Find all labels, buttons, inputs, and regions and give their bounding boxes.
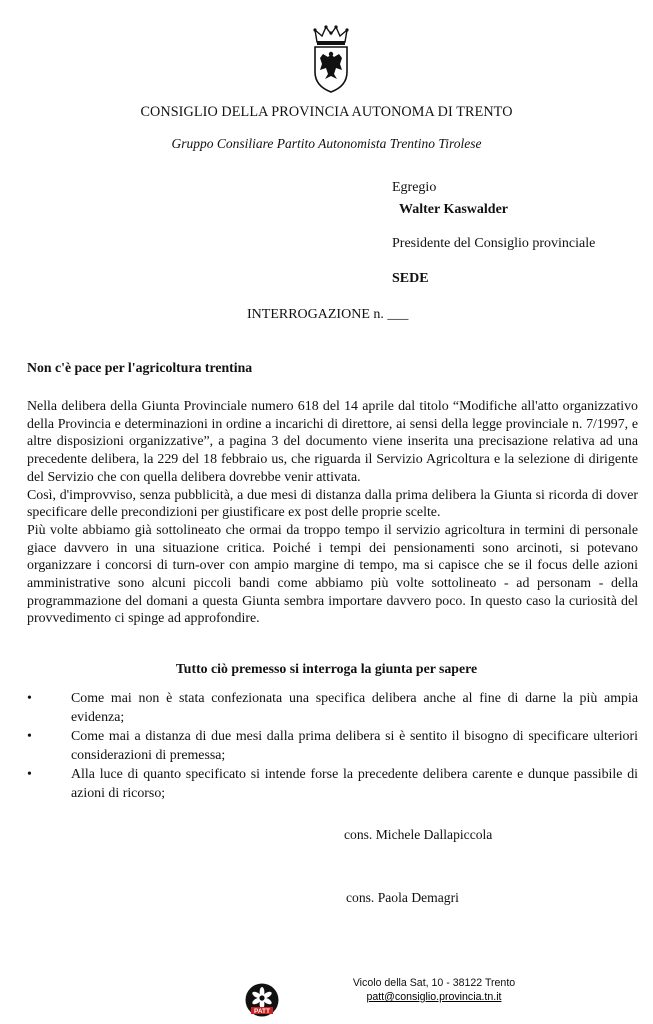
logo-text: PATT bbox=[253, 1008, 271, 1015]
question-item bbox=[27, 766, 638, 803]
footer-email-link[interactable]: patt@consiglio.provincia.tn.it bbox=[366, 991, 502, 1003]
eagle-crest-icon bbox=[311, 24, 351, 94]
council-title: CONSIGLIO DELLA PROVINCIA AUTONOMA DI TRENTO bbox=[140, 104, 513, 120]
recipient-location: SEDE bbox=[392, 271, 429, 286]
footer-address: Vicolo della Sat, 10 - 38122 Trento bbox=[352, 977, 516, 989]
question-text: Come mai non è stata confezionata una specifica delibera anche al fine di darne la più ampia evidenza; bbox=[71, 691, 638, 725]
request-heading: Tutto ciò premesso si interroga la giunta per sapere bbox=[175, 661, 478, 676]
signature-demagri: cons. Paola Demagri bbox=[346, 890, 459, 905]
interrogation-number: INTERROGAZIONE n. ___ bbox=[247, 307, 409, 322]
salutation: Egregio bbox=[392, 180, 437, 195]
group-subtitle: Gruppo Consiliare Partito Autonomista Trentino Tirolese bbox=[171, 136, 482, 151]
recipient-role: Presidente del Consiglio provinciale bbox=[392, 236, 596, 251]
question-text: Alla luce di quanto specificato si intende forse la precedente delibera carente e dunque passibile di azioni di ricorso; bbox=[71, 767, 638, 801]
bullet-icon: • bbox=[27, 767, 32, 782]
signature-dallapiccola: cons. Michele Dallapiccola bbox=[344, 827, 493, 842]
question-text: Come mai a distanza di due mesi dalla prima delibera si è sentito il bisogno di specificare ulteriori considerazioni di premessa; bbox=[71, 729, 638, 763]
recipient-name: Walter Kaswalder bbox=[399, 202, 509, 217]
body-text bbox=[27, 398, 638, 628]
paragraph: Nella delibera della Giunta Provinciale numero 618 del 14 aprile dal titolo “Modifiche all'atto organizzativo della Provincia e determinazioni in ordine a incarichi di direttore, ai sensi della legge provinciale n. 7/1997, e altre disposizioni organizzative”, a pagina 3 del documento viene inserita una precisazione relativa ad una precedente delibera, la 229 del 18 febbraio us, che riguarda il Servizio Agricoltura e la selezione di dirigente del Servizio che con quella delibera dovrebbe venir attivata. bbox=[27, 399, 638, 485]
edelweiss-logo-icon bbox=[245, 983, 279, 1017]
bullet-icon: • bbox=[27, 691, 32, 706]
bullet-icon: • bbox=[27, 729, 32, 744]
questions-list bbox=[27, 690, 638, 804]
document-subject: Non c'è pace per l'agricoltura trentina bbox=[27, 360, 253, 375]
paragraph: Così, d'improvviso, senza pubblicità, a due mesi di distanza dalla prima delibera la Giunta si ricorda di dover specificare delle precondizioni per giustificare ex post delle proprie scelte. bbox=[27, 487, 638, 521]
question-item bbox=[27, 690, 638, 727]
question-item bbox=[27, 728, 638, 765]
paragraph: Più volte abbiamo già sottolineato che ormai da troppo tempo il servizio agricoltura in termini di personale giace davvero in una situazione critica. Poiché i tempi dei pensionamenti sono arcinoti, si potevano organizzare i concorsi di turn-over con ampio margine di tempo, ma si capisce che se il focus delle azioni amministrative sono alcuni piccoli bandi come abbiamo più volte sottolineato - ad personam - della programmazione del domani a questa Giunta sembra importare davvero poco. In questo caso la curiosità del provvedimento ci spinge ad approfondire. bbox=[27, 522, 638, 627]
